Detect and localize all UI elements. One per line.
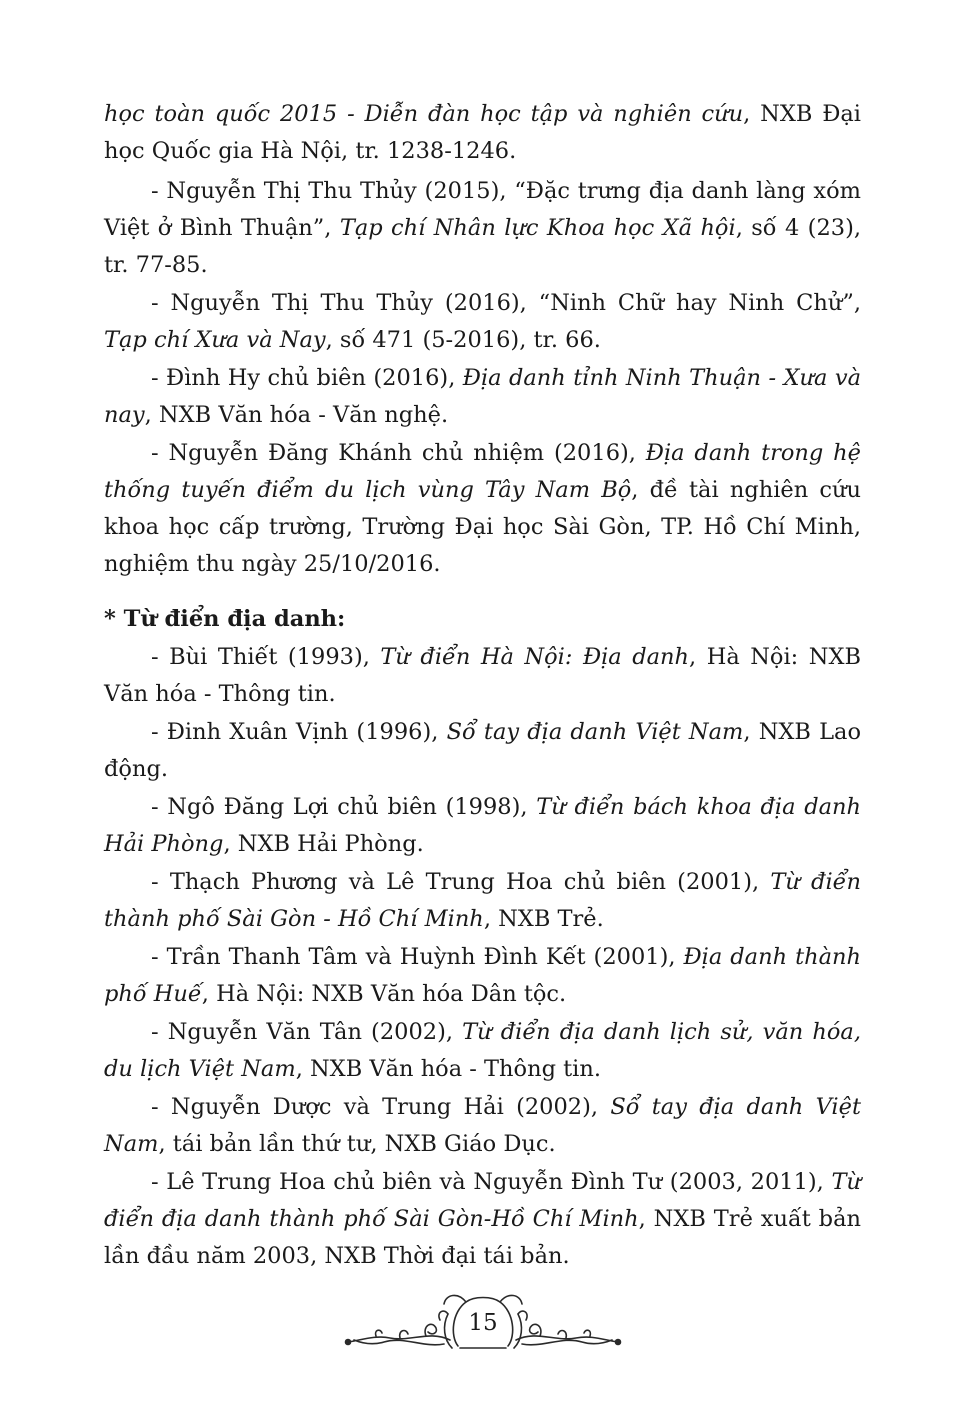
reference-text: , NXB Văn hóa - Thông tin. <box>295 1056 602 1082</box>
reference-text: , số 4 (23), tr. 77-85. <box>104 215 862 278</box>
reference-entry <box>104 1164 861 1275</box>
reference-title: Tạp chí Nhân lực Khoa học Xã hội <box>339 215 736 241</box>
reference-text: , NXB Trẻ. <box>483 906 604 932</box>
reference-text: - Nguyễn Thị Thu Thủy (2016), “Ninh Chữ hay Ninh Chử”, <box>151 290 861 316</box>
reference-text: , NXB Trẻ xuất bản lần đầu năm 2003, NXB Thời đại tái bản. <box>104 1206 861 1269</box>
reference-entry <box>104 639 861 713</box>
reference-text: - Ngô Đăng Lợi chủ biên (1998), <box>151 794 537 820</box>
reference-text: - Đình Hy chủ biên (2016), <box>151 365 463 391</box>
reference-text: , Hà Nội: NXB Văn hóa Dân tộc. <box>201 981 567 1007</box>
reference-text: - Nguyễn Văn Tân (2002), <box>151 1019 463 1045</box>
reference-text: - Nguyễn Dược và Trung Hải (2002), <box>151 1094 611 1120</box>
reference-title: Sổ tay địa danh Việt Nam <box>104 1094 861 1157</box>
reference-entry <box>104 864 861 938</box>
reference-entry <box>104 360 861 434</box>
reference-text: , đề tài nghiên cứu khoa học cấp trường, Trường Đại học Sài Gòn, TP. Hồ Chí Minh, nghiệm thu ngày 25/10/2016. <box>104 477 861 577</box>
reference-title: Địa danh thành phố Huế <box>104 944 861 1007</box>
reference-text: - Nguyễn Thị Thu Thủy (2015), “Đặc trưng địa danh làng xóm Việt ở Bình Thuận”, <box>104 178 861 241</box>
reference-text: , NXB Hải Phòng. <box>223 831 424 857</box>
page-number: 15 <box>468 1310 498 1336</box>
section-heading: * Từ điển địa danh: <box>104 606 346 632</box>
reference-title: học toàn quốc 2015 - Diễn đàn học tập và nghiên cứu <box>104 101 744 127</box>
reference-entry <box>104 1014 861 1088</box>
reference-text: - Đinh Xuân Vịnh (1996), <box>151 719 447 745</box>
reference-text: , NXB Văn hóa - Văn nghệ. <box>144 402 449 428</box>
reference-title: Tạp chí Xưa và Nay <box>104 327 326 353</box>
reference-entry <box>104 1089 861 1163</box>
reference-list-dictionaries <box>104 639 861 1275</box>
reference-entry <box>104 714 861 788</box>
reference-title: Từ điển Hà Nội: Địa danh <box>380 644 690 670</box>
reference-title: Sổ tay địa danh Việt Nam <box>446 719 744 745</box>
reference-text: , số 471 (5-2016), tr. 66. <box>325 327 601 353</box>
document-body <box>104 96 861 1276</box>
reference-text: - Bùi Thiết (1993), <box>151 644 381 670</box>
reference-text: , Hà Nội: NXB Văn hóa - Thông tin. <box>104 644 862 707</box>
reference-entry <box>104 435 861 583</box>
reference-title: Địa danh tỉnh Ninh Thuận - Xưa và nay <box>104 365 861 428</box>
reference-text: , NXB Lao động. <box>104 719 861 782</box>
reference-text: , NXB Đại học Quốc gia Hà Nội, tr. 1238-1246. <box>104 101 861 164</box>
reference-text: - Trần Thanh Tâm và Huỳnh Đình Kết (2001), <box>151 944 684 970</box>
reference-text: - Thạch Phương và Lê Trung Hoa chủ biên (2001), <box>151 869 771 895</box>
reference-text: - Nguyễn Đăng Khánh chủ nhiệm (2016), <box>151 440 646 466</box>
reference-entry <box>104 939 861 1013</box>
reference-list-general <box>104 173 861 583</box>
reference-title: Từ điển địa danh lịch sử, văn hóa, du lịch Việt Nam <box>104 1019 861 1082</box>
reference-text: , tái bản lần thứ tư, NXB Giáo Dục. <box>158 1131 556 1157</box>
reference-entry <box>104 789 861 863</box>
reference-text: - Lê Trung Hoa chủ biên và Nguyễn Đình Tư (2003, 2011), <box>151 1169 832 1195</box>
reference-entry <box>104 173 861 284</box>
reference-title: Từ điển địa danh thành phố Sài Gòn-Hồ Chí Minh <box>104 1169 861 1232</box>
reference-title: Từ điển bách khoa địa danh Hải Phòng <box>104 794 862 857</box>
continued-reference <box>104 96 861 170</box>
reference-title: Địa danh trong hệ thống tuyến điểm du lịch vùng Tây Nam Bộ <box>104 440 861 503</box>
page-footer-ornament <box>340 1290 625 1360</box>
reference-title: Từ điển thành phố Sài Gòn - Hồ Chí Minh <box>104 869 861 932</box>
reference-entry <box>104 285 861 359</box>
